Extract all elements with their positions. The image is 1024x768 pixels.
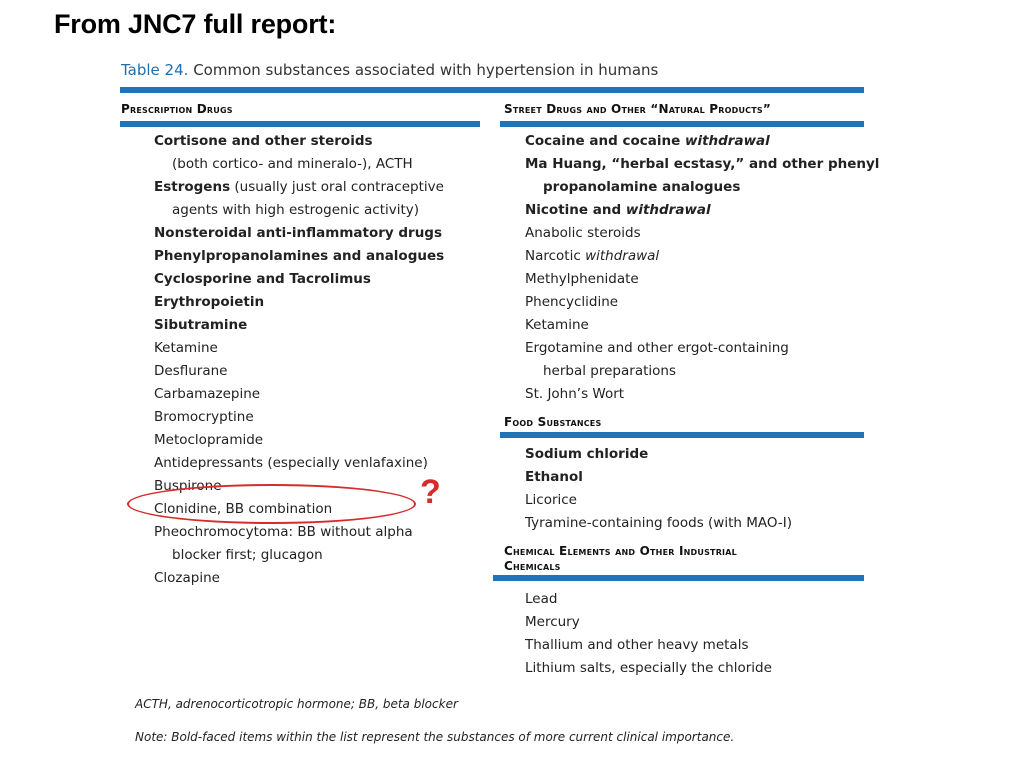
table-caption-text: Common substances associated with hypertension in humans	[193, 61, 659, 79]
list-item-text: Cocaine and cocaine	[525, 133, 685, 149]
heading-prescription-drugs: Prescription Drugs	[121, 102, 233, 116]
list-item-emphasis: withdrawal	[684, 133, 770, 149]
table-number: Table 24.	[121, 61, 189, 79]
list-item: herbal preparations	[543, 363, 676, 379]
question-mark-annotation: ?	[420, 473, 441, 511]
heading-chemical-elements	[504, 544, 737, 574]
list-item: Phenylpropanolamines and analogues	[154, 248, 445, 264]
table-caption	[121, 61, 658, 79]
list-item: Tyramine-containing foods (with MAO-I)	[525, 515, 793, 531]
food-heading-rule	[500, 432, 864, 438]
list-item: (both cortico- and mineralo-), ACTH	[172, 156, 413, 172]
list-item: Thallium and other heavy metals	[525, 637, 749, 653]
list-item: Ma Huang, “herbal ecstasy,” and other phenyl	[525, 156, 880, 172]
heading-line: Chemical Elements and Other Industrial	[504, 544, 737, 558]
list-item: Mercury	[525, 614, 580, 630]
highlight-oval	[127, 484, 416, 524]
list-item: Ergotamine and other ergot-containing	[525, 340, 789, 356]
list-item: Ethanol	[525, 469, 583, 485]
list-item: Ketamine	[525, 317, 589, 333]
footnote-note: Note: Bold-faced items within the list represent the substances of more current clinical importance.	[135, 730, 735, 744]
chem-heading-rule	[493, 575, 864, 581]
list-item: Ketamine	[154, 340, 218, 356]
list-item	[154, 176, 444, 199]
list-item: agents with high estrogenic activity)	[172, 202, 420, 218]
list-item	[525, 199, 711, 222]
list-item-rest: (usually just oral contraceptive	[230, 179, 444, 195]
footnote-abbreviations: ACTH, adrenocorticotropic hormone; BB, beta blocker	[135, 697, 458, 711]
list-item: Lead	[525, 591, 558, 607]
list-item: Sodium chloride	[525, 446, 649, 462]
slide-title: From JNC7 full report:	[54, 9, 337, 39]
list-item: blocker first; glucagon	[172, 547, 323, 563]
list-item: Antidepressants (especially venlafaxine)	[154, 455, 428, 471]
list-item: Carbamazepine	[154, 386, 261, 402]
left-heading-rule	[120, 121, 480, 127]
list-item-highlighted: Clonidine, BB combination	[154, 501, 333, 517]
list-item: propanolamine analogues	[543, 179, 741, 195]
list-item: Bromocryptine	[154, 409, 254, 425]
heading-food-substances: Food Substances	[504, 415, 602, 429]
list-item-bold: Estrogens	[154, 179, 231, 195]
list-item: Licorice	[525, 492, 577, 508]
list-item: Metoclopramide	[154, 432, 264, 448]
right-heading-rule	[500, 121, 864, 127]
list-item: Phencyclidine	[525, 294, 619, 310]
list-item: Pheochromocytoma: BB without alpha	[154, 524, 413, 540]
list-item-emphasis: withdrawal	[625, 202, 711, 218]
list-item: Lithium salts, especially the chloride	[525, 660, 772, 676]
list-item: Anabolic steroids	[525, 225, 641, 241]
list-item-text: Narcotic	[525, 248, 586, 264]
list-item-emphasis: withdrawal	[585, 248, 660, 264]
list-item: Clozapine	[154, 570, 220, 586]
list-item	[525, 245, 659, 268]
list-item: Cortisone and other steroids	[154, 133, 373, 149]
list-item: Cyclosporine and Tacrolimus	[154, 271, 371, 287]
top-rule	[120, 87, 864, 93]
list-item: St. John’s Wort	[525, 386, 625, 402]
heading-street-drugs: Street Drugs and Other “Natural Products”	[504, 102, 771, 116]
list-item: Desflurane	[154, 363, 228, 379]
list-item: Buspirone	[154, 478, 222, 494]
list-item: Nonsteroidal anti-inflammatory drugs	[154, 225, 443, 241]
list-item: Methylphenidate	[525, 271, 639, 287]
list-item: Sibutramine	[154, 317, 248, 333]
list-item: Erythropoietin	[154, 294, 265, 310]
list-item-text: Nicotine and	[525, 202, 626, 218]
list-item	[525, 130, 770, 153]
heading-line: Chemicals	[504, 559, 561, 573]
